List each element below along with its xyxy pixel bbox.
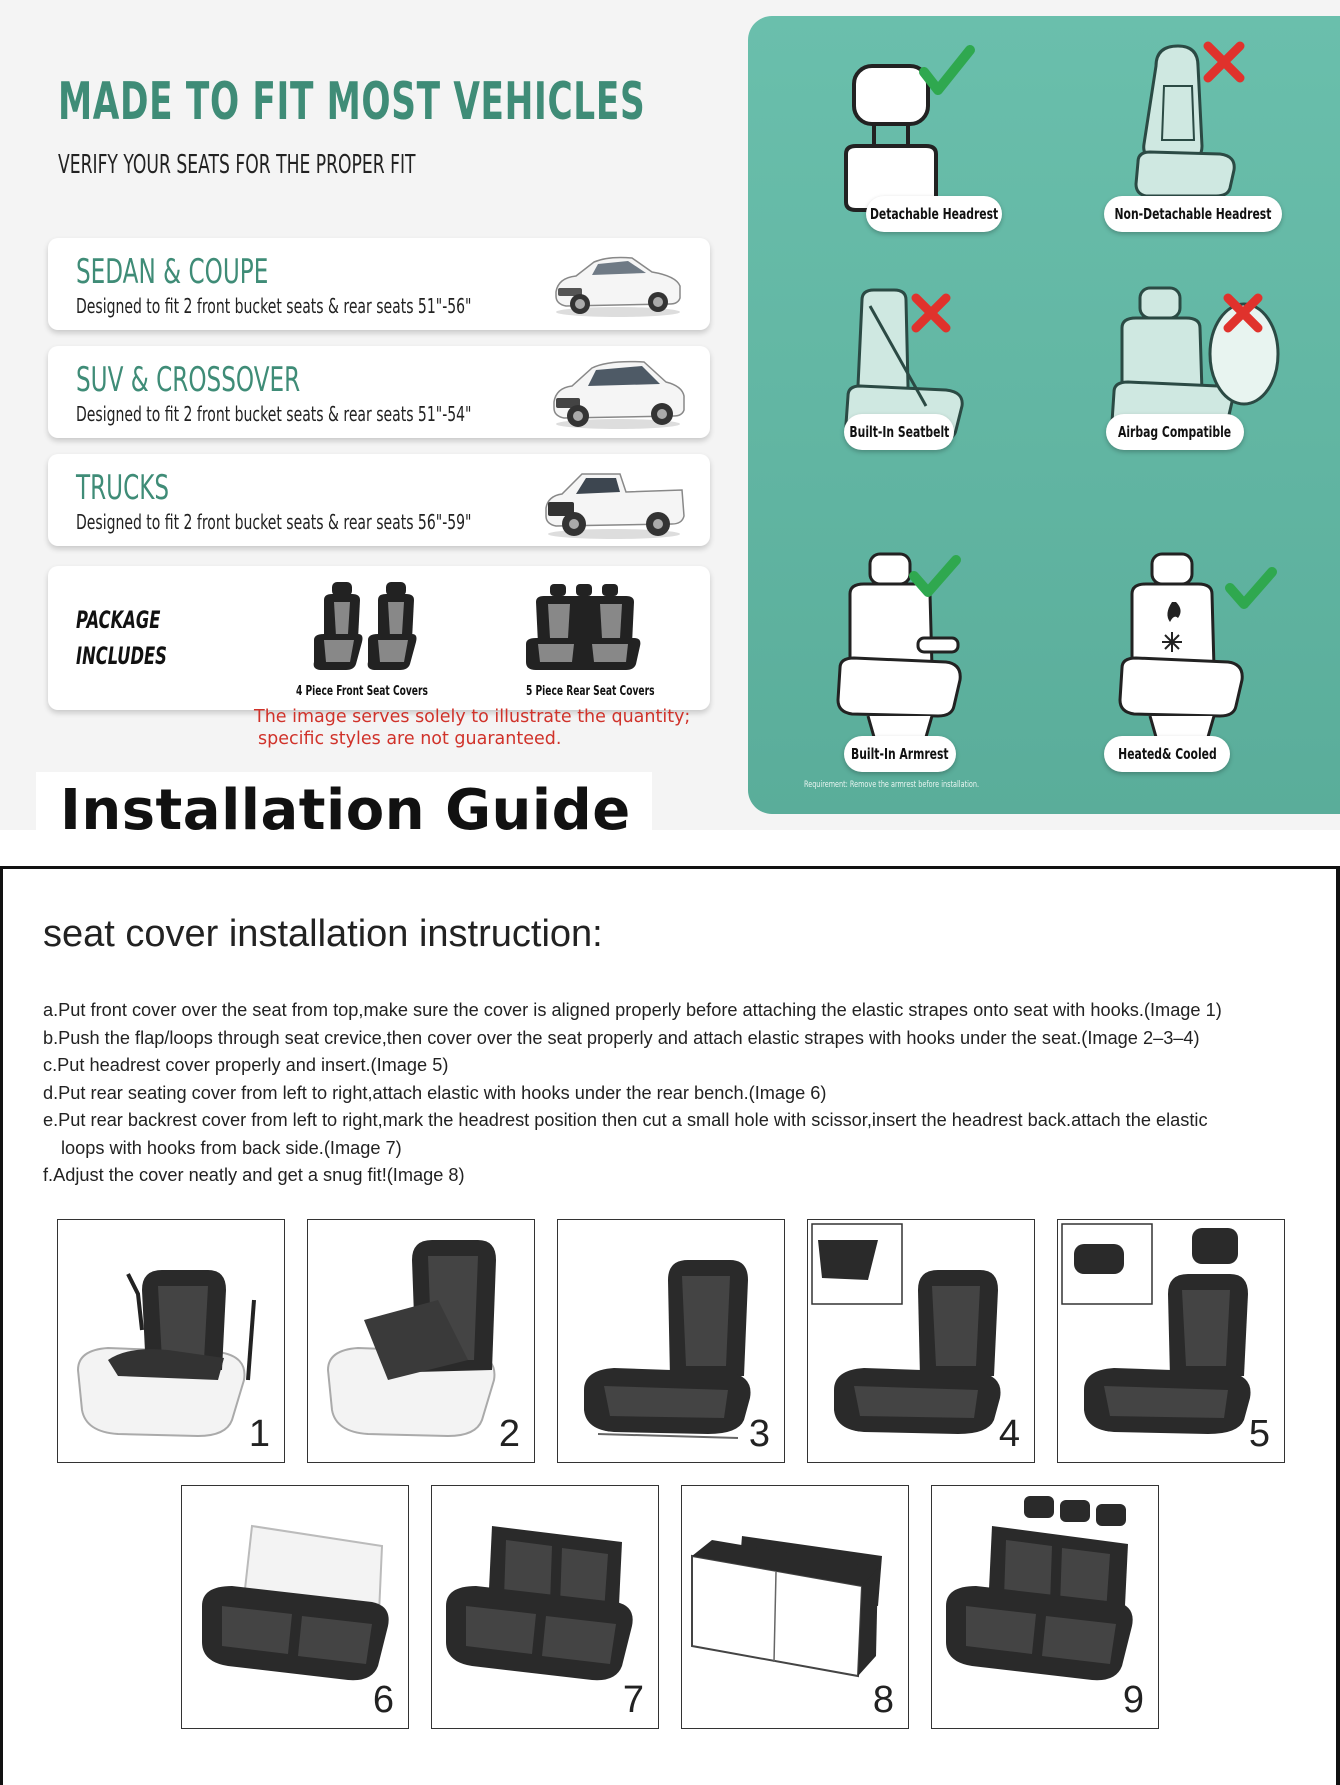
figure-number: 3 bbox=[748, 1413, 770, 1455]
vehicle-title: TRUCKS bbox=[76, 468, 170, 508]
detachable-headrest-seat-icon bbox=[840, 42, 980, 222]
sedan-car-icon bbox=[548, 248, 688, 320]
install-figure-4 bbox=[807, 1219, 1035, 1463]
heated-cooled-seat-icon bbox=[1110, 548, 1290, 748]
figure-number: 7 bbox=[622, 1679, 644, 1721]
disclaimer-line: specific styles are not guaranteed. bbox=[258, 729, 562, 749]
page-subtitle: VERIFY YOUR SEATS FOR THE PROPER FIT bbox=[58, 150, 416, 180]
compat-label-detachable-headrest: Detachable Headrest bbox=[866, 196, 1002, 232]
instruction-step: e.Put rear backrest cover from left to right,mark the headrest position then cut a small hole with scissor,insert the headrest back.attach the elastic bbox=[43, 1110, 1208, 1130]
install-figure-5 bbox=[1057, 1219, 1285, 1463]
install-figure-2 bbox=[307, 1219, 535, 1463]
rear-covers-caption: 5 Piece Rear Seat Covers bbox=[526, 684, 655, 699]
instruction-step: c.Put headrest cover properly and insert.(Image 5) bbox=[43, 1055, 449, 1075]
install-figure-6 bbox=[181, 1485, 409, 1729]
figure-number: 2 bbox=[498, 1413, 520, 1455]
cross-icon bbox=[1208, 46, 1240, 78]
rear-seat-covers-icon bbox=[522, 578, 646, 678]
compat-label-heated-cooled: Heated& Cooled bbox=[1104, 736, 1230, 772]
cross-icon bbox=[916, 298, 946, 328]
check-icon bbox=[924, 50, 970, 90]
front-covers-caption: 4 Piece Front Seat Covers bbox=[296, 684, 428, 699]
disclaimer-line: The image serves solely to illustrate the quantity; bbox=[254, 707, 691, 727]
vehicle-description: Designed to fit 2 front bucket seats & rear seats 51"-54" bbox=[76, 402, 472, 426]
front-covers-item bbox=[310, 578, 422, 683]
install-figure-9 bbox=[931, 1485, 1159, 1729]
compat-label-airbag-compatible: Airbag Compatible bbox=[1106, 414, 1244, 450]
pickup-truck-icon bbox=[542, 464, 688, 542]
fit-guide-section bbox=[0, 0, 1340, 843]
seat-compatibility-panel bbox=[748, 16, 1340, 814]
figure-number: 9 bbox=[1122, 1679, 1144, 1721]
package-card bbox=[48, 566, 710, 710]
vehicle-card-suv bbox=[48, 346, 710, 438]
figure-number: 8 bbox=[872, 1679, 894, 1721]
figure-number: 1 bbox=[248, 1413, 270, 1455]
front-seat-covers-icon bbox=[310, 578, 422, 678]
vehicle-card-sedan bbox=[48, 238, 710, 330]
instruction-step: b.Push the flap/loops through seat crevice,then cover over the seat properly and attach elastic strapes with hooks under the seat.(Image 2–3–4) bbox=[43, 1027, 1200, 1048]
check-icon bbox=[914, 560, 956, 592]
vehicle-card-truck bbox=[48, 454, 710, 546]
vehicle-description: Designed to fit 2 front bucket seats & rear seats 51"-56" bbox=[76, 294, 472, 318]
install-figure-3 bbox=[557, 1219, 785, 1463]
instruction-step: d.Put rear seating cover from left to right,attach elastic with hooks under the rear bench.(Image 6) bbox=[43, 1082, 827, 1103]
instruction-step: f.Adjust the cover neatly and get a snug fit!(Image 8) bbox=[43, 1165, 465, 1185]
vehicle-title: SUV & CROSSOVER bbox=[76, 360, 301, 400]
vehicle-description: Designed to fit 2 front bucket seats & rear seats 56"-59" bbox=[76, 510, 472, 534]
non-detachable-headrest-seat-icon bbox=[1116, 36, 1256, 216]
instruction-steps bbox=[43, 997, 1333, 1190]
instruction-step: loops with hooks from back side.(Image 7) bbox=[61, 1137, 402, 1158]
installation-guide-title: Installation Guide bbox=[60, 778, 631, 843]
package-label-line: INCLUDES bbox=[76, 642, 167, 670]
install-figure-1 bbox=[57, 1219, 285, 1463]
suv-car-icon bbox=[548, 356, 688, 432]
check-icon bbox=[1230, 572, 1272, 604]
installation-instructions-section bbox=[0, 866, 1340, 1785]
figure-number: 4 bbox=[998, 1413, 1020, 1455]
figure-number: 6 bbox=[372, 1679, 394, 1721]
requirement-note: Requirement: Remove the armrest before installation. bbox=[804, 780, 980, 790]
package-label-line: PACKAGE bbox=[76, 606, 161, 634]
frame-border bbox=[1336, 866, 1340, 1785]
compat-label-built-in-seatbelt: Built-In Seatbelt bbox=[844, 414, 954, 450]
package-label bbox=[76, 602, 212, 674]
compat-label-built-in-armrest: Built-In Armrest bbox=[844, 736, 956, 772]
page-title: MADE TO FIT MOST VEHICLES bbox=[58, 72, 646, 132]
instruction-step: a.Put front cover over the seat from top,make sure the cover is aligned properly before attaching the elastic strapes onto seat with hooks.(Image 1) bbox=[43, 1000, 1222, 1020]
install-figure-7 bbox=[431, 1485, 659, 1729]
disclaimer-note bbox=[254, 706, 690, 750]
install-figure-8 bbox=[681, 1485, 909, 1729]
built-in-armrest-seat-icon bbox=[828, 548, 1008, 748]
vehicle-title: SEDAN & COUPE bbox=[76, 252, 269, 292]
rear-covers-item bbox=[522, 578, 646, 683]
figure-number: 5 bbox=[1248, 1413, 1270, 1455]
instructions-title: seat cover installation instruction: bbox=[43, 913, 603, 955]
compat-label-non-detachable-headrest: Non-Detachable Headrest bbox=[1104, 196, 1282, 232]
